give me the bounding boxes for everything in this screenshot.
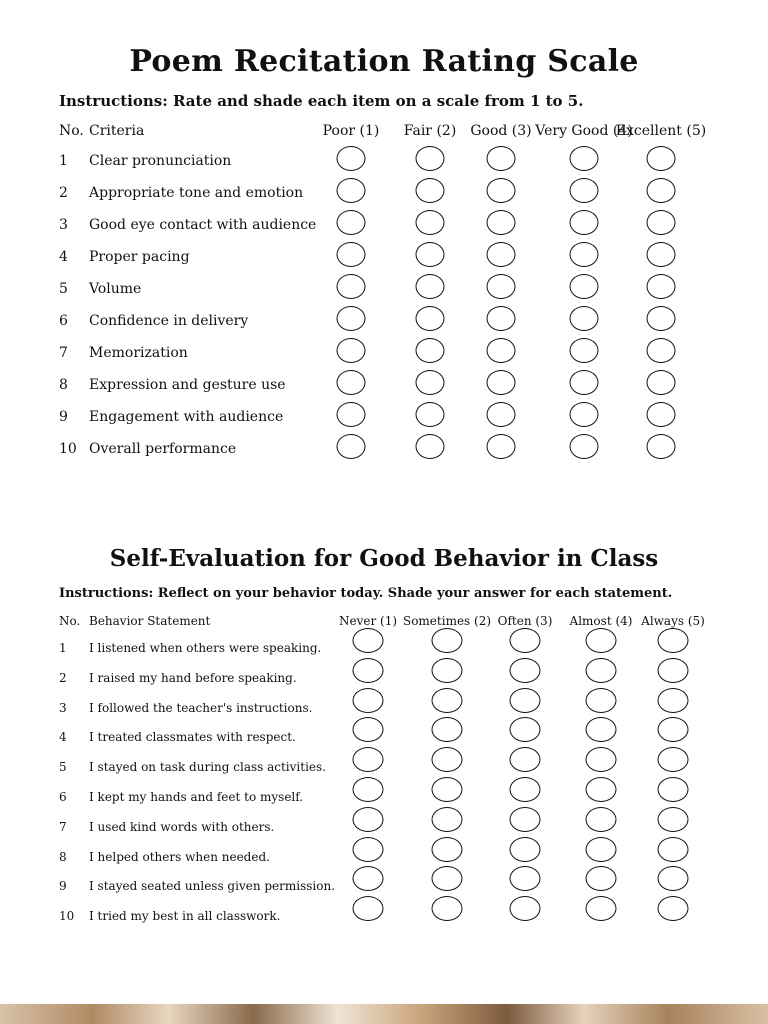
item-number: 2 bbox=[59, 670, 67, 685]
rating-bubble-3[interactable] bbox=[510, 688, 541, 713]
item-text: Appropriate tone and emotion bbox=[89, 185, 304, 201]
rating-bubble-1[interactable] bbox=[353, 866, 384, 891]
rating-bubble-2[interactable] bbox=[416, 178, 445, 203]
behavior-evaluation-title: Self-Evaluation for Good Behavior in Class bbox=[109, 545, 659, 572]
item-text: I treated classmates with respect. bbox=[89, 730, 296, 745]
item-text: Expression and gesture use bbox=[89, 377, 286, 393]
header-number: No. bbox=[59, 123, 84, 139]
item-text: Confidence in delivery bbox=[89, 313, 249, 329]
rating-bubble-5[interactable] bbox=[647, 178, 676, 203]
rating-bubble-3[interactable] bbox=[487, 178, 516, 203]
item-text: Proper pacing bbox=[89, 249, 190, 265]
item-number: 1 bbox=[59, 153, 68, 169]
rating-bubble-3[interactable] bbox=[510, 896, 541, 921]
rating-bubble-1[interactable] bbox=[337, 306, 366, 331]
table-row bbox=[0, 153, 768, 173]
item-text: I listened when others were speaking. bbox=[89, 641, 322, 655]
rating-bubble-5[interactable] bbox=[658, 688, 689, 713]
rating-scale-title: Poem Recitation Rating Scale bbox=[129, 44, 639, 79]
table-row bbox=[0, 730, 768, 750]
rating-bubble-3[interactable] bbox=[510, 628, 541, 653]
rating-bubble-5[interactable] bbox=[647, 402, 676, 427]
table-row bbox=[0, 701, 768, 721]
rating-bubble-1[interactable] bbox=[337, 370, 366, 395]
rating-bubble-2[interactable] bbox=[432, 866, 463, 891]
item-number: 5 bbox=[59, 760, 67, 775]
rating-bubble-5[interactable] bbox=[647, 370, 676, 395]
item-text: I used kind words with others. bbox=[89, 819, 275, 834]
item-number: 10 bbox=[59, 441, 77, 457]
rating-bubble-5[interactable] bbox=[658, 866, 689, 891]
item-number: 4 bbox=[59, 730, 67, 745]
rating-bubble-2[interactable] bbox=[416, 146, 445, 171]
item-number: 3 bbox=[59, 217, 68, 233]
rating-bubble-1[interactable] bbox=[353, 628, 384, 653]
rating-bubble-3[interactable] bbox=[510, 837, 541, 862]
table-header bbox=[0, 123, 768, 143]
rating-bubble-4[interactable] bbox=[586, 866, 617, 891]
rating-bubble-5[interactable] bbox=[647, 306, 676, 331]
item-number: 3 bbox=[59, 700, 67, 715]
rating-bubble-3[interactable] bbox=[510, 866, 541, 891]
rating-bubble-3[interactable] bbox=[487, 274, 516, 299]
rating-bubble-2[interactable] bbox=[416, 274, 445, 299]
rating-bubble-5[interactable] bbox=[658, 658, 689, 683]
rating-bubble-3[interactable] bbox=[510, 747, 541, 772]
header-item: Behavior Statement bbox=[89, 614, 211, 628]
rating-bubble-1[interactable] bbox=[337, 274, 366, 299]
rating-bubble-2[interactable] bbox=[416, 402, 445, 427]
rating-bubble-1[interactable] bbox=[353, 747, 384, 772]
rating-bubble-1[interactable] bbox=[337, 402, 366, 427]
header-level-2: Fair (2) bbox=[403, 123, 457, 139]
rating-bubble-5[interactable] bbox=[658, 717, 689, 742]
rating-bubble-2[interactable] bbox=[416, 434, 445, 459]
item-text: I followed the teacher's instructions. bbox=[89, 700, 313, 715]
table-row bbox=[0, 217, 768, 237]
rating-bubble-4[interactable] bbox=[570, 434, 599, 459]
rating-bubble-4[interactable] bbox=[586, 688, 617, 713]
rating-bubble-4[interactable] bbox=[570, 146, 599, 171]
rating-bubble-4[interactable] bbox=[586, 658, 617, 683]
rating-bubble-5[interactable] bbox=[647, 434, 676, 459]
header-level-3: Often (3) bbox=[497, 614, 553, 628]
header-level-5: Excellent (5) bbox=[615, 123, 707, 139]
rating-bubble-5[interactable] bbox=[647, 274, 676, 299]
rating-bubble-4[interactable] bbox=[570, 402, 599, 427]
rating-bubble-5[interactable] bbox=[658, 628, 689, 653]
rating-bubble-3[interactable] bbox=[510, 658, 541, 683]
rating-bubble-2[interactable] bbox=[416, 338, 445, 363]
rating-bubble-2[interactable] bbox=[432, 688, 463, 713]
item-number: 6 bbox=[59, 313, 68, 329]
item-text: I stayed seated unless given permission. bbox=[89, 879, 336, 894]
rating-bubble-4[interactable] bbox=[570, 306, 599, 331]
rating-bubble-1[interactable] bbox=[353, 658, 384, 683]
item-number: 1 bbox=[59, 641, 67, 655]
item-number: 9 bbox=[59, 879, 67, 894]
rating-bubble-5[interactable] bbox=[647, 146, 676, 171]
table-row bbox=[0, 879, 768, 899]
item-text: Overall performance bbox=[89, 441, 237, 457]
item-number: 10 bbox=[59, 909, 75, 924]
rating-scale-instructions: Instructions: Rate and shade each item on a scale from 1 to 5. bbox=[59, 92, 584, 110]
rating-bubble-4[interactable] bbox=[570, 370, 599, 395]
table-row bbox=[0, 820, 768, 840]
rating-bubble-4[interactable] bbox=[586, 896, 617, 921]
rating-bubble-3[interactable] bbox=[487, 402, 516, 427]
item-number: 4 bbox=[59, 249, 68, 265]
header-level-1: Never (1) bbox=[338, 614, 398, 628]
rating-bubble-4[interactable] bbox=[586, 777, 617, 802]
rating-bubble-3[interactable] bbox=[510, 777, 541, 802]
header-item: Criteria bbox=[89, 123, 145, 139]
rating-bubble-2[interactable] bbox=[432, 717, 463, 742]
header-level-5: Always (5) bbox=[641, 614, 705, 628]
rating-bubble-1[interactable] bbox=[353, 717, 384, 742]
rating-bubble-3[interactable] bbox=[510, 807, 541, 832]
behavior-evaluation-instructions: Instructions: Reflect on your behavior today. Shade your answer for each statement. bbox=[59, 586, 673, 601]
rating-bubble-4[interactable] bbox=[586, 628, 617, 653]
rating-bubble-3[interactable] bbox=[510, 717, 541, 742]
rating-bubble-3[interactable] bbox=[487, 146, 516, 171]
item-number: 8 bbox=[59, 377, 68, 393]
rating-bubble-3[interactable] bbox=[487, 242, 516, 267]
rating-bubble-5[interactable] bbox=[658, 837, 689, 862]
table-row bbox=[0, 441, 768, 461]
rating-bubble-2[interactable] bbox=[432, 837, 463, 862]
item-number: 7 bbox=[59, 345, 68, 361]
item-text: Clear pronunciation bbox=[89, 153, 232, 169]
table-row bbox=[0, 313, 768, 333]
table-row bbox=[0, 909, 768, 929]
rating-bubble-5[interactable] bbox=[658, 896, 689, 921]
item-number: 5 bbox=[59, 281, 68, 297]
table-row bbox=[0, 345, 768, 365]
rating-bubble-1[interactable] bbox=[353, 896, 384, 921]
rating-bubble-3[interactable] bbox=[487, 338, 516, 363]
table-row bbox=[0, 760, 768, 780]
decorative-footer-image bbox=[0, 1004, 768, 1024]
rating-bubble-4[interactable] bbox=[570, 178, 599, 203]
rating-bubble-5[interactable] bbox=[647, 242, 676, 267]
rating-bubble-2[interactable] bbox=[416, 242, 445, 267]
header-level-1: Poor (1) bbox=[322, 123, 380, 139]
rating-bubble-2[interactable] bbox=[416, 306, 445, 331]
rating-bubble-5[interactable] bbox=[658, 807, 689, 832]
rating-bubble-3[interactable] bbox=[487, 434, 516, 459]
item-text: Engagement with audience bbox=[89, 409, 284, 425]
rating-bubble-1[interactable] bbox=[337, 146, 366, 171]
rating-bubble-5[interactable] bbox=[658, 777, 689, 802]
rating-bubble-1[interactable] bbox=[353, 837, 384, 862]
item-text: I raised my hand before speaking. bbox=[89, 670, 297, 685]
rating-bubble-4[interactable] bbox=[586, 807, 617, 832]
item-number: 7 bbox=[59, 819, 67, 834]
rating-bubble-4[interactable] bbox=[586, 747, 617, 772]
rating-bubble-1[interactable] bbox=[337, 242, 366, 267]
table-row bbox=[0, 790, 768, 810]
rating-bubble-5[interactable] bbox=[658, 747, 689, 772]
rating-bubble-2[interactable] bbox=[432, 777, 463, 802]
table-row bbox=[0, 409, 768, 429]
rating-bubble-1[interactable] bbox=[353, 777, 384, 802]
table-row bbox=[0, 281, 768, 301]
rating-bubble-4[interactable] bbox=[586, 717, 617, 742]
item-number: 6 bbox=[59, 790, 67, 804]
item-text: Memorization bbox=[89, 345, 188, 361]
item-text: I kept my hands and feet to myself. bbox=[89, 790, 304, 804]
rating-bubble-4[interactable] bbox=[570, 210, 599, 235]
item-text: I helped others when needed. bbox=[89, 849, 270, 864]
rating-bubble-2[interactable] bbox=[432, 658, 463, 683]
rating-bubble-2[interactable] bbox=[416, 210, 445, 235]
rating-bubble-3[interactable] bbox=[487, 370, 516, 395]
rating-bubble-5[interactable] bbox=[647, 210, 676, 235]
header-level-4: Very Good (4) bbox=[535, 123, 633, 139]
table-row bbox=[0, 641, 768, 661]
item-text: I stayed on task during class activities. bbox=[89, 760, 326, 775]
rating-bubble-4[interactable] bbox=[570, 274, 599, 299]
table-header bbox=[0, 614, 768, 634]
rating-bubble-5[interactable] bbox=[647, 338, 676, 363]
header-number: No. bbox=[59, 614, 81, 628]
item-number: 2 bbox=[59, 185, 68, 201]
rating-bubble-2[interactable] bbox=[416, 370, 445, 395]
rating-bubble-2[interactable] bbox=[432, 747, 463, 772]
rating-bubble-2[interactable] bbox=[432, 807, 463, 832]
rating-bubble-4[interactable] bbox=[586, 837, 617, 862]
table-row bbox=[0, 377, 768, 397]
table-row bbox=[0, 249, 768, 269]
header-level-4: Almost (4) bbox=[569, 614, 633, 628]
item-text: Good eye contact with audience bbox=[89, 217, 317, 233]
rating-bubble-1[interactable] bbox=[353, 688, 384, 713]
rating-bubble-1[interactable] bbox=[337, 434, 366, 459]
table-row bbox=[0, 850, 768, 870]
rating-bubble-1[interactable] bbox=[337, 338, 366, 363]
rating-bubble-1[interactable] bbox=[353, 807, 384, 832]
rating-bubble-2[interactable] bbox=[432, 628, 463, 653]
rating-bubble-4[interactable] bbox=[570, 338, 599, 363]
item-text: I tried my best in all classwork. bbox=[89, 909, 281, 924]
table-row bbox=[0, 671, 768, 691]
rating-bubble-3[interactable] bbox=[487, 306, 516, 331]
item-text: Volume bbox=[89, 281, 142, 297]
header-level-3: Good (3) bbox=[470, 123, 532, 139]
table-row bbox=[0, 185, 768, 205]
header-level-2: Sometimes (2) bbox=[402, 614, 492, 628]
rating-bubble-1[interactable] bbox=[337, 210, 366, 235]
item-number: 9 bbox=[59, 409, 68, 425]
rating-bubble-3[interactable] bbox=[487, 210, 516, 235]
rating-bubble-4[interactable] bbox=[570, 242, 599, 267]
rating-bubble-2[interactable] bbox=[432, 896, 463, 921]
rating-bubble-1[interactable] bbox=[337, 178, 366, 203]
item-number: 8 bbox=[59, 849, 67, 864]
